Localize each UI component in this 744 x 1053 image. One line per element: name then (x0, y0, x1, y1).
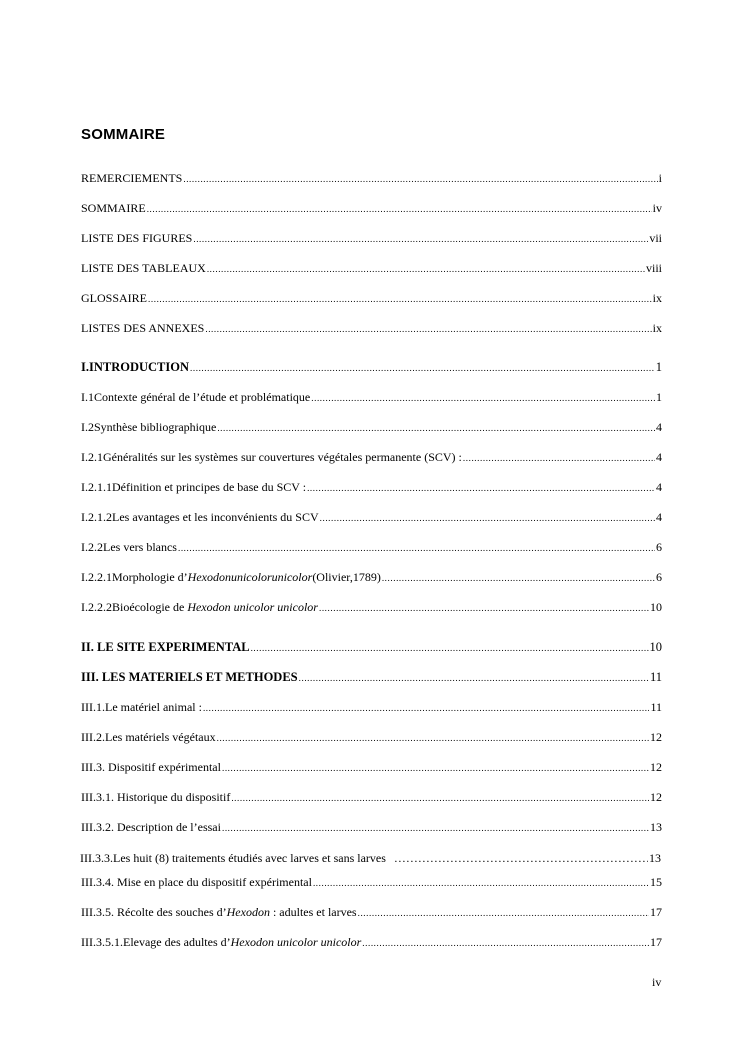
toc-page-number: 11 (649, 670, 662, 684)
leader-dots (463, 451, 655, 465)
page-number: iv (652, 975, 662, 989)
toc-page-number: 4 (656, 510, 662, 524)
toc-page-number: 17 (650, 935, 662, 949)
leader-dots (319, 601, 649, 615)
toc-entry-sommaire[interactable] (81, 201, 662, 216)
toc-page-number: 4 (656, 480, 662, 494)
leader-dots (217, 731, 649, 745)
toc-page-number: 15 (650, 875, 662, 889)
toc-entry-label: III.3.4. Mise en place du dispositif expérimental (81, 875, 312, 889)
toc-entry-label: I.2.2.1Morphologie d’Hexodonunicolorunicolor(Olivier,1789) (81, 570, 381, 584)
toc-entry-label: I.2.2.2Bioécologie de Hexodon unicolor unicolor (81, 600, 318, 614)
toc-entry-label: REMERCIEMENTS (81, 171, 183, 185)
toc-entry-label: SOMMAIRE (81, 201, 146, 215)
toc-entry-label: III.3. Dispositif expérimental (81, 760, 221, 774)
toc-page-number: i (658, 171, 662, 185)
toc-entry-remerciements[interactable] (81, 171, 662, 186)
toc-page-number: iv (652, 201, 662, 215)
toc-entry-label: III.1.Le matériel animal : (81, 700, 202, 714)
toc-page-number: 17 (650, 905, 662, 919)
leader-dots (313, 876, 649, 890)
leader-dots (231, 791, 649, 805)
toc-entry-elevage[interactable] (81, 935, 662, 950)
toc-entry-label: I.2.1Généralités sur les systèmes sur couvertures végétales permanente (SCV) : (81, 450, 462, 464)
toc-entry-recolte[interactable] (81, 905, 662, 920)
toc-entry-figures[interactable] (81, 231, 662, 246)
leader-dots (358, 906, 649, 920)
toc-page-number: viii (645, 261, 662, 275)
leader-dots (193, 232, 648, 246)
toc-entry-synthese[interactable] (81, 420, 662, 435)
toc-entry-definition[interactable] (81, 480, 662, 495)
leader-dots (311, 391, 655, 405)
toc-page-number: 10 (650, 600, 662, 614)
toc-page-number: 11 (650, 700, 662, 714)
leader-dots (205, 322, 651, 336)
leader-dots (148, 292, 652, 306)
toc-entry-label: III.3.5. Récolte des souches d’Hexodon : adultes et larves (81, 905, 357, 919)
toc-page-number: 12 (650, 790, 662, 804)
toc-entry-label: III.2.Les matériels végétaux (81, 730, 216, 744)
leader-dots (382, 571, 655, 585)
toc-entry-label: III.3.1. Historique du dispositif (81, 790, 231, 804)
toc-entry-generalites[interactable] (81, 450, 662, 465)
toc-entry-label: III.3.2. Description de l’essai (81, 820, 221, 834)
toc-entry-materiels-vegetaux[interactable] (81, 730, 662, 745)
leader-dots (147, 202, 652, 216)
toc-entry-label: I.1Contexte général de l’étude et problématique (81, 390, 311, 404)
toc-page-number: vii (649, 231, 662, 245)
toc-entry-label: I.2.1.1Définition et principes de base du SCV : (81, 480, 307, 494)
toc-entry-label: I.INTRODUCTION (81, 360, 190, 374)
toc-entry-morphologie[interactable] (81, 570, 662, 585)
toc-entry-label: I.2Synthèse bibliographique (81, 420, 217, 434)
leader-dots (178, 541, 655, 555)
toc-entry-label: I.2.1.2Les avantages et les inconvénients du SCV (81, 510, 319, 524)
toc-entry-label: GLOSSAIRE (81, 291, 148, 305)
toc-entry-avantages[interactable] (81, 510, 662, 525)
leader-dots (183, 172, 657, 186)
leader-dots (320, 511, 655, 525)
toc-entry-glossaire[interactable] (81, 291, 662, 306)
toc-page-number: 12 (650, 760, 662, 774)
toc-page-number: 6 (656, 570, 662, 584)
toc-entry-label: II. LE SITE EXPERIMENTAL (81, 640, 250, 654)
leader-dots (394, 851, 648, 865)
toc-page-number: 1 (655, 360, 662, 374)
toc-entry-label: I.2.2Les vers blancs (81, 540, 177, 554)
toc-entry-historique[interactable] (81, 790, 662, 805)
toc-entry-introduction[interactable] (81, 360, 662, 375)
toc-page-number: 4 (656, 420, 662, 434)
toc-entry-vers-blancs[interactable] (81, 540, 662, 555)
toc-entry-tableaux[interactable] (81, 261, 662, 276)
toc-entry-materiel-animal[interactable] (81, 700, 662, 715)
leader-dots (299, 671, 649, 685)
toc-page-number: ix (652, 291, 662, 305)
toc-entry-dispositif[interactable] (81, 760, 662, 775)
toc-page-number: 10 (649, 640, 662, 654)
toc-entry-label: LISTE DES TABLEAUX (81, 261, 206, 275)
toc-page-number: 13 (650, 820, 662, 834)
toc-entry-label: LISTES DES ANNEXES (81, 321, 205, 335)
leader-dots (190, 361, 655, 375)
toc-entry-label: LISTE DES FIGURES (81, 231, 193, 245)
leader-dots (217, 421, 655, 435)
toc-entry-bioecologie[interactable] (81, 600, 662, 615)
leader-dots (207, 262, 645, 276)
leader-dots (222, 821, 649, 835)
page-title: SOMMAIRE (81, 126, 166, 143)
leader-dots (362, 936, 649, 950)
toc-entry-label: III.3.5.1.Elevage des adultes d’Hexodon unicolor unicolor (81, 935, 362, 949)
toc-entry-annexes[interactable] (81, 321, 662, 336)
toc-entry-traitements[interactable] (80, 851, 661, 865)
leader-dots (307, 481, 655, 495)
toc-entry-mise-en-place[interactable] (81, 875, 662, 890)
toc-entry-materiels-methodes[interactable] (81, 670, 662, 685)
toc-page-number: 1 (656, 390, 662, 404)
toc-entry-contexte[interactable] (81, 390, 662, 405)
leader-dots (251, 641, 649, 655)
leader-dots (203, 701, 649, 715)
toc-page-number: 6 (656, 540, 662, 554)
toc-page-number: 4 (656, 450, 662, 464)
toc-entry-label: III. LES MATERIELS ET METHODES (81, 670, 298, 684)
toc-page-number: 12 (650, 730, 662, 744)
toc-page-number: ix (652, 321, 662, 335)
toc-entry-description[interactable] (81, 820, 662, 835)
toc-entry-site-experimental[interactable] (81, 640, 662, 655)
leader-dots (222, 761, 649, 775)
toc-page-number: 13 (649, 851, 661, 865)
toc-entry-label: III.3.3.Les huit (8) traitements étudiés avec larves et sans larves (80, 851, 386, 865)
